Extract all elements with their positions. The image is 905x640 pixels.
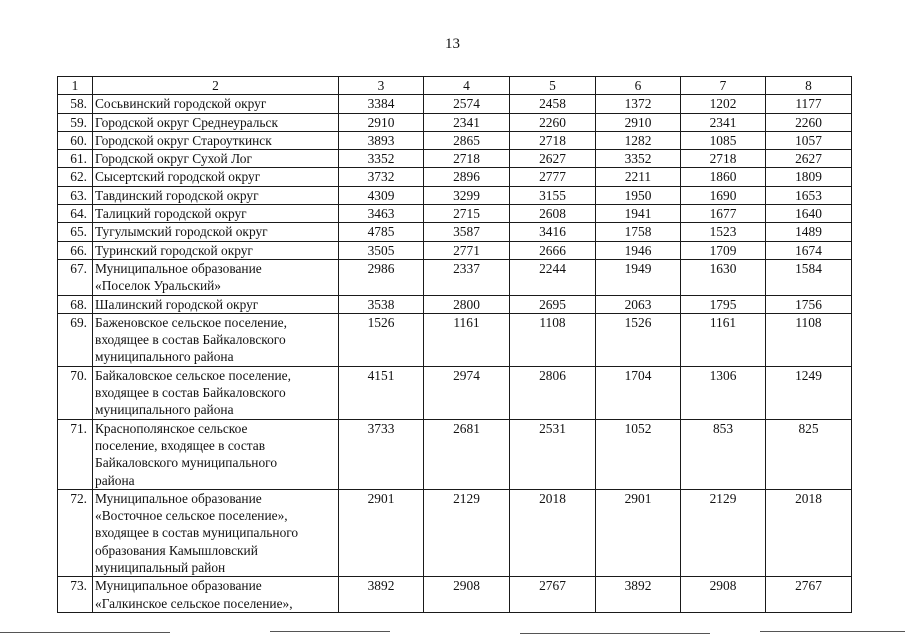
page-number: 13 bbox=[445, 36, 460, 52]
name-line: Тугулымский городской округ bbox=[95, 224, 268, 240]
row-number: 59. bbox=[58, 113, 93, 131]
value-cell-col-7: 2129 bbox=[681, 489, 766, 576]
row-number: 62. bbox=[58, 168, 93, 186]
value-cell-col-3: 3732 bbox=[339, 168, 424, 186]
value-cell-col-6: 1282 bbox=[596, 131, 681, 149]
value-cell-col-5: 2718 bbox=[510, 131, 596, 149]
value-cell-col-7: 2341 bbox=[681, 113, 766, 131]
row-number: 73. bbox=[58, 577, 93, 613]
name-line: Краснополянское сельское bbox=[95, 420, 248, 436]
value-cell-col-4: 2715 bbox=[424, 205, 510, 223]
name-line: Талицкий городской округ bbox=[95, 206, 247, 222]
value-cell-col-3: 3463 bbox=[339, 205, 424, 223]
name-line: Муниципальное образование bbox=[95, 490, 262, 506]
municipality-name bbox=[93, 313, 339, 366]
table-body bbox=[58, 77, 852, 613]
value-cell-col-6: 1946 bbox=[596, 241, 681, 259]
value-cell-col-3: 4785 bbox=[339, 223, 424, 241]
value-cell-col-5: 2777 bbox=[510, 168, 596, 186]
name-line: Сысертский городской округ bbox=[95, 169, 261, 185]
value-cell-col-7: 1709 bbox=[681, 241, 766, 259]
column-number-7: 7 bbox=[681, 77, 766, 95]
value-cell-col-6: 1941 bbox=[596, 205, 681, 223]
row-number: 66. bbox=[58, 241, 93, 259]
municipality-name bbox=[93, 489, 339, 576]
row-number: 72. bbox=[58, 489, 93, 576]
value-cell-col-3: 2986 bbox=[339, 259, 424, 295]
value-cell-col-4: 2337 bbox=[424, 259, 510, 295]
value-cell-col-7: 1161 bbox=[681, 313, 766, 366]
column-number-4: 4 bbox=[424, 77, 510, 95]
table-row bbox=[58, 419, 852, 489]
value-cell-col-4: 3587 bbox=[424, 223, 510, 241]
value-cell-col-6: 1950 bbox=[596, 186, 681, 204]
value-cell-col-7: 853 bbox=[681, 419, 766, 489]
value-cell-col-7: 1085 bbox=[681, 131, 766, 149]
row-number: 68. bbox=[58, 295, 93, 313]
value-cell-col-6: 2910 bbox=[596, 113, 681, 131]
value-cell-col-8: 1249 bbox=[766, 366, 852, 419]
value-cell-col-3: 4151 bbox=[339, 366, 424, 419]
value-cell-col-3: 4309 bbox=[339, 186, 424, 204]
municipality-name bbox=[93, 131, 339, 149]
value-cell-col-6: 3352 bbox=[596, 150, 681, 168]
row-number: 67. bbox=[58, 259, 93, 295]
value-cell-col-8: 1640 bbox=[766, 205, 852, 223]
value-cell-col-6: 2901 bbox=[596, 489, 681, 576]
value-cell-col-8: 1489 bbox=[766, 223, 852, 241]
table-row bbox=[58, 223, 852, 241]
row-number: 60. bbox=[58, 131, 93, 149]
column-number-2: 2 bbox=[93, 77, 339, 95]
value-cell-col-3: 2910 bbox=[339, 113, 424, 131]
value-cell-col-6: 1052 bbox=[596, 419, 681, 489]
value-cell-col-3: 2901 bbox=[339, 489, 424, 576]
value-cell-col-8: 1653 bbox=[766, 186, 852, 204]
table-row bbox=[58, 241, 852, 259]
value-cell-col-6: 1526 bbox=[596, 313, 681, 366]
value-cell-col-6: 1372 bbox=[596, 95, 681, 113]
value-cell-col-7: 1523 bbox=[681, 223, 766, 241]
municipality-name bbox=[93, 419, 339, 489]
column-number-3: 3 bbox=[339, 77, 424, 95]
name-line: Муниципальное образование bbox=[95, 578, 262, 594]
value-cell-col-5: 2018 bbox=[510, 489, 596, 576]
value-cell-col-6: 2211 bbox=[596, 168, 681, 186]
table-row bbox=[58, 186, 852, 204]
table-row bbox=[58, 577, 852, 613]
value-cell-col-3: 3893 bbox=[339, 131, 424, 149]
value-cell-col-6: 3892 bbox=[596, 577, 681, 613]
municipality-name bbox=[93, 168, 339, 186]
value-cell-col-3: 3384 bbox=[339, 95, 424, 113]
municipality-name bbox=[93, 205, 339, 223]
column-number-6: 6 bbox=[596, 77, 681, 95]
name-line: входящее в состав Байкаловского bbox=[95, 385, 286, 401]
value-cell-col-8: 825 bbox=[766, 419, 852, 489]
table-row bbox=[58, 259, 852, 295]
value-cell-col-7: 1860 bbox=[681, 168, 766, 186]
table-row bbox=[58, 168, 852, 186]
row-number: 70. bbox=[58, 366, 93, 419]
value-cell-col-4: 2896 bbox=[424, 168, 510, 186]
name-line: муниципального района bbox=[95, 349, 234, 365]
column-number-1: 1 bbox=[58, 77, 93, 95]
value-cell-col-8: 1674 bbox=[766, 241, 852, 259]
value-cell-col-7: 1795 bbox=[681, 295, 766, 313]
table-row bbox=[58, 366, 852, 419]
value-cell-col-7: 1630 bbox=[681, 259, 766, 295]
name-line: входящее в состав муниципального bbox=[95, 525, 299, 541]
municipality-name bbox=[93, 186, 339, 204]
name-line: Байкаловского муниципального bbox=[95, 455, 278, 471]
value-cell-col-4: 2718 bbox=[424, 150, 510, 168]
name-line: Туринский городской округ bbox=[95, 242, 253, 258]
table-row bbox=[58, 150, 852, 168]
name-line: поселение, входящее в состав bbox=[95, 437, 266, 453]
value-cell-col-8: 1177 bbox=[766, 95, 852, 113]
value-cell-col-8: 1809 bbox=[766, 168, 852, 186]
value-cell-col-4: 2681 bbox=[424, 419, 510, 489]
value-cell-col-5: 2531 bbox=[510, 419, 596, 489]
municipality-name bbox=[93, 150, 339, 168]
row-number: 65. bbox=[58, 223, 93, 241]
municipality-name bbox=[93, 95, 339, 113]
name-line: Тавдинский городской округ bbox=[95, 187, 259, 203]
value-cell-col-4: 1161 bbox=[424, 313, 510, 366]
table-header-row bbox=[58, 77, 852, 95]
value-cell-col-6: 1758 bbox=[596, 223, 681, 241]
value-cell-col-3: 1526 bbox=[339, 313, 424, 366]
row-number: 61. bbox=[58, 150, 93, 168]
scan-edge-lines bbox=[0, 630, 905, 640]
value-cell-col-5: 2806 bbox=[510, 366, 596, 419]
value-cell-col-8: 1057 bbox=[766, 131, 852, 149]
value-cell-col-7: 1690 bbox=[681, 186, 766, 204]
value-cell-col-5: 2608 bbox=[510, 205, 596, 223]
value-cell-col-5: 2695 bbox=[510, 295, 596, 313]
municipality-name bbox=[93, 223, 339, 241]
municipality-name bbox=[93, 113, 339, 131]
value-cell-col-4: 2800 bbox=[424, 295, 510, 313]
value-cell-col-4: 2574 bbox=[424, 95, 510, 113]
name-line: Городской округ Среднеуральск bbox=[95, 114, 278, 130]
value-cell-col-4: 2771 bbox=[424, 241, 510, 259]
table-row bbox=[58, 131, 852, 149]
row-number: 64. bbox=[58, 205, 93, 223]
value-cell-col-8: 2627 bbox=[766, 150, 852, 168]
value-cell-col-8: 1584 bbox=[766, 259, 852, 295]
municipality-name bbox=[93, 295, 339, 313]
value-cell-col-5: 3416 bbox=[510, 223, 596, 241]
value-cell-col-5: 2666 bbox=[510, 241, 596, 259]
value-cell-col-6: 2063 bbox=[596, 295, 681, 313]
name-line: образования Камышловский bbox=[95, 542, 258, 558]
name-line: входящее в состав Байкаловского bbox=[95, 332, 286, 348]
value-cell-col-5: 2767 bbox=[510, 577, 596, 613]
value-cell-col-8: 2018 bbox=[766, 489, 852, 576]
data-table bbox=[57, 76, 852, 613]
value-cell-col-6: 1949 bbox=[596, 259, 681, 295]
table-row bbox=[58, 489, 852, 576]
name-line: «Восточное сельское поселение», bbox=[95, 508, 288, 524]
value-cell-col-7: 1677 bbox=[681, 205, 766, 223]
table-row bbox=[58, 95, 852, 113]
name-line: Муниципальное образование bbox=[95, 260, 262, 276]
row-number: 71. bbox=[58, 419, 93, 489]
name-line: Городской округ Сухой Лог bbox=[95, 151, 252, 167]
row-number: 58. bbox=[58, 95, 93, 113]
value-cell-col-7: 2718 bbox=[681, 150, 766, 168]
name-line: района bbox=[95, 472, 135, 488]
name-line: Шалинский городской округ bbox=[95, 296, 259, 312]
name-line: муниципального района bbox=[95, 402, 234, 418]
name-line: Байкаловское сельское поселение, bbox=[95, 367, 291, 383]
value-cell-col-7: 1306 bbox=[681, 366, 766, 419]
value-cell-col-4: 2129 bbox=[424, 489, 510, 576]
name-line: Баженовское сельское поселение, bbox=[95, 314, 287, 330]
value-cell-col-5: 2244 bbox=[510, 259, 596, 295]
value-cell-col-4: 2908 bbox=[424, 577, 510, 613]
value-cell-col-8: 1756 bbox=[766, 295, 852, 313]
name-line: Городской округ Староуткинск bbox=[95, 132, 272, 148]
value-cell-col-5: 3155 bbox=[510, 186, 596, 204]
value-cell-col-5: 2458 bbox=[510, 95, 596, 113]
table-row bbox=[58, 313, 852, 366]
name-line: муниципальный район bbox=[95, 560, 226, 576]
table-row bbox=[58, 113, 852, 131]
value-cell-col-5: 2627 bbox=[510, 150, 596, 168]
municipality-name bbox=[93, 241, 339, 259]
value-cell-col-8: 2260 bbox=[766, 113, 852, 131]
value-cell-col-5: 2260 bbox=[510, 113, 596, 131]
municipality-name bbox=[93, 366, 339, 419]
value-cell-col-8: 2767 bbox=[766, 577, 852, 613]
value-cell-col-3: 3733 bbox=[339, 419, 424, 489]
name-line: Сосьвинский городской округ bbox=[95, 96, 267, 112]
value-cell-col-7: 2908 bbox=[681, 577, 766, 613]
value-cell-col-3: 3352 bbox=[339, 150, 424, 168]
table-row bbox=[58, 295, 852, 313]
value-cell-col-8: 1108 bbox=[766, 313, 852, 366]
value-cell-col-4: 2865 bbox=[424, 131, 510, 149]
value-cell-col-5: 1108 bbox=[510, 313, 596, 366]
row-number: 63. bbox=[58, 186, 93, 204]
value-cell-col-3: 3505 bbox=[339, 241, 424, 259]
municipality-name bbox=[93, 577, 339, 613]
column-number-8: 8 bbox=[766, 77, 852, 95]
value-cell-col-3: 3538 bbox=[339, 295, 424, 313]
column-number-5: 5 bbox=[510, 77, 596, 95]
table-row bbox=[58, 205, 852, 223]
municipality-name bbox=[93, 259, 339, 295]
value-cell-col-7: 1202 bbox=[681, 95, 766, 113]
value-cell-col-4: 2974 bbox=[424, 366, 510, 419]
name-line: «Поселок Уральский» bbox=[95, 278, 222, 294]
name-line: «Галкинское сельское поселение», bbox=[95, 595, 293, 611]
value-cell-col-4: 3299 bbox=[424, 186, 510, 204]
value-cell-col-4: 2341 bbox=[424, 113, 510, 131]
row-number: 69. bbox=[58, 313, 93, 366]
value-cell-col-3: 3892 bbox=[339, 577, 424, 613]
value-cell-col-6: 1704 bbox=[596, 366, 681, 419]
